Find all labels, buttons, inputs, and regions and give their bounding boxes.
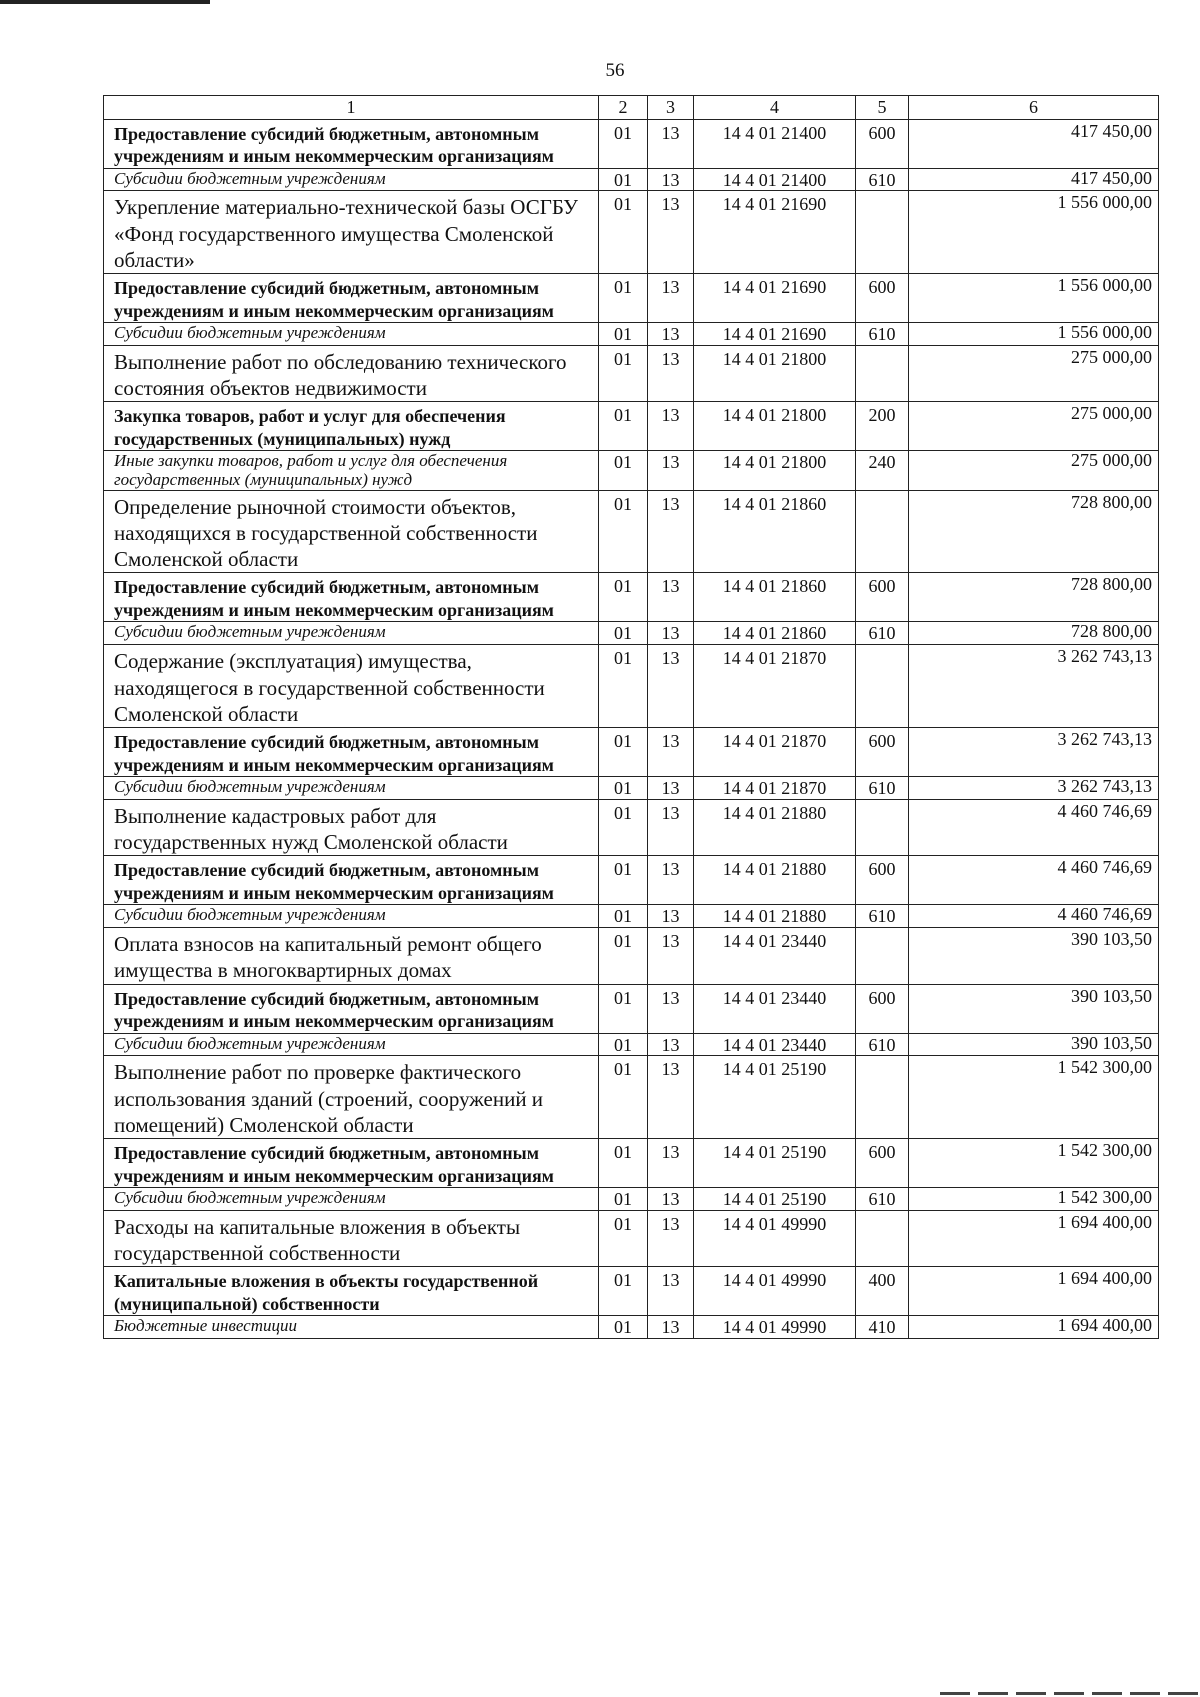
row-subsection: 13 bbox=[648, 1033, 694, 1056]
row-amount: 1 694 400,00 bbox=[909, 1210, 1159, 1267]
row-section: 01 bbox=[599, 856, 648, 905]
row-section: 01 bbox=[599, 323, 648, 346]
row-subsection: 13 bbox=[648, 1210, 694, 1267]
table-row bbox=[104, 928, 1159, 985]
row-target-code: 14 4 01 21860 bbox=[694, 622, 856, 645]
row-subsection: 13 bbox=[648, 856, 694, 905]
row-amount: 728 800,00 bbox=[909, 622, 1159, 645]
row-amount: 275 000,00 bbox=[909, 451, 1159, 490]
table-row bbox=[104, 490, 1159, 573]
row-name: Предоставление субсидий бюджетным, автономным учреждениям и иным некоммерческим организациям bbox=[104, 274, 599, 323]
scan-edge-mark bbox=[0, 0, 210, 4]
row-amount: 1 542 300,00 bbox=[909, 1139, 1159, 1188]
row-expense-type: 600 bbox=[856, 1139, 909, 1188]
row-section: 01 bbox=[599, 490, 648, 573]
row-amount: 728 800,00 bbox=[909, 490, 1159, 573]
row-expense-type: 410 bbox=[856, 1316, 909, 1339]
header-col-subsection: 3 bbox=[648, 96, 694, 120]
row-expense-type: 610 bbox=[856, 622, 909, 645]
table-row bbox=[104, 1033, 1159, 1056]
table-body bbox=[104, 119, 1159, 1339]
row-target-code: 14 4 01 23440 bbox=[694, 984, 856, 1033]
row-section: 01 bbox=[599, 402, 648, 451]
row-expense-type bbox=[856, 799, 909, 856]
row-name: Закупка товаров, работ и услуг для обеспечения государственных (муниципальных) нужд bbox=[104, 402, 599, 451]
row-name: Субсидии бюджетным учреждениям bbox=[104, 1033, 599, 1056]
table-row bbox=[104, 168, 1159, 191]
row-section: 01 bbox=[599, 119, 648, 168]
row-name: Субсидии бюджетным учреждениям bbox=[104, 323, 599, 346]
row-amount: 275 000,00 bbox=[909, 345, 1159, 402]
row-name: Предоставление субсидий бюджетным, автономным учреждениям и иным некоммерческим организациям bbox=[104, 984, 599, 1033]
row-section: 01 bbox=[599, 191, 648, 274]
row-target-code: 14 4 01 25190 bbox=[694, 1056, 856, 1139]
row-name: Предоставление субсидий бюджетным, автономным учреждениям и иным некоммерческим организациям bbox=[104, 856, 599, 905]
row-expense-type: 600 bbox=[856, 274, 909, 323]
row-expense-type: 610 bbox=[856, 1033, 909, 1056]
row-amount: 275 000,00 bbox=[909, 402, 1159, 451]
row-target-code: 14 4 01 21870 bbox=[694, 777, 856, 800]
row-subsection: 13 bbox=[648, 168, 694, 191]
row-name: Предоставление субсидий бюджетным, автономным учреждениям и иным некоммерческим организациям bbox=[104, 1139, 599, 1188]
row-expense-type: 610 bbox=[856, 323, 909, 346]
table-row bbox=[104, 191, 1159, 274]
row-expense-type bbox=[856, 1210, 909, 1267]
row-subsection: 13 bbox=[648, 799, 694, 856]
row-name: Субсидии бюджетным учреждениям bbox=[104, 905, 599, 928]
table-row bbox=[104, 777, 1159, 800]
table-row bbox=[104, 451, 1159, 490]
header-col-target-code: 4 bbox=[694, 96, 856, 120]
row-subsection: 13 bbox=[648, 984, 694, 1033]
header-col-name: 1 bbox=[104, 96, 599, 120]
row-amount: 390 103,50 bbox=[909, 1033, 1159, 1056]
row-name: Предоставление субсидий бюджетным, автономным учреждениям и иным некоммерческим организациям bbox=[104, 119, 599, 168]
row-section: 01 bbox=[599, 928, 648, 985]
table-row bbox=[104, 573, 1159, 622]
row-section: 01 bbox=[599, 1267, 648, 1316]
row-expense-type: 610 bbox=[856, 777, 909, 800]
row-name: Расходы на капитальные вложения в объекты государственной собственности bbox=[104, 1210, 599, 1267]
row-name: Иные закупки товаров, работ и услуг для обеспечения государственных (муниципальных) нужд bbox=[104, 451, 599, 490]
row-name: Субсидии бюджетным учреждениям bbox=[104, 622, 599, 645]
row-section: 01 bbox=[599, 728, 648, 777]
row-target-code: 14 4 01 25190 bbox=[694, 1139, 856, 1188]
header-col-amount: 6 bbox=[909, 96, 1159, 120]
row-subsection: 13 bbox=[648, 119, 694, 168]
row-name: Субсидии бюджетным учреждениям bbox=[104, 777, 599, 800]
row-expense-type bbox=[856, 345, 909, 402]
row-target-code: 14 4 01 21880 bbox=[694, 799, 856, 856]
row-expense-type: 400 bbox=[856, 1267, 909, 1316]
table-row bbox=[104, 1139, 1159, 1188]
row-subsection: 13 bbox=[648, 1267, 694, 1316]
row-section: 01 bbox=[599, 622, 648, 645]
row-target-code: 14 4 01 21860 bbox=[694, 490, 856, 573]
row-amount: 1 694 400,00 bbox=[909, 1267, 1159, 1316]
table-row bbox=[104, 323, 1159, 346]
row-section: 01 bbox=[599, 1139, 648, 1188]
row-amount: 4 460 746,69 bbox=[909, 856, 1159, 905]
row-target-code: 14 4 01 21400 bbox=[694, 119, 856, 168]
row-subsection: 13 bbox=[648, 191, 694, 274]
row-section: 01 bbox=[599, 799, 648, 856]
table-row bbox=[104, 799, 1159, 856]
row-target-code: 14 4 01 49990 bbox=[694, 1316, 856, 1339]
row-name: Капитальные вложения в объекты государственной (муниципальной) собственности bbox=[104, 1267, 599, 1316]
table-row bbox=[104, 1056, 1159, 1139]
row-subsection: 13 bbox=[648, 1316, 694, 1339]
row-expense-type bbox=[856, 645, 909, 728]
header-col-section: 2 bbox=[599, 96, 648, 120]
row-target-code: 14 4 01 25190 bbox=[694, 1188, 856, 1211]
row-amount: 1 556 000,00 bbox=[909, 191, 1159, 274]
header-col-expense-type: 5 bbox=[856, 96, 909, 120]
row-target-code: 14 4 01 21880 bbox=[694, 905, 856, 928]
row-amount: 1 542 300,00 bbox=[909, 1188, 1159, 1211]
row-expense-type: 610 bbox=[856, 1188, 909, 1211]
row-section: 01 bbox=[599, 168, 648, 191]
row-subsection: 13 bbox=[648, 645, 694, 728]
row-subsection: 13 bbox=[648, 573, 694, 622]
budget-table bbox=[103, 95, 1159, 1339]
table-row bbox=[104, 645, 1159, 728]
table-row bbox=[104, 274, 1159, 323]
row-target-code: 14 4 01 21690 bbox=[694, 323, 856, 346]
row-target-code: 14 4 01 21800 bbox=[694, 451, 856, 490]
row-amount: 1 556 000,00 bbox=[909, 274, 1159, 323]
row-subsection: 13 bbox=[648, 728, 694, 777]
row-amount: 390 103,50 bbox=[909, 984, 1159, 1033]
row-amount: 417 450,00 bbox=[909, 119, 1159, 168]
row-section: 01 bbox=[599, 1056, 648, 1139]
row-section: 01 bbox=[599, 345, 648, 402]
row-expense-type: 600 bbox=[856, 119, 909, 168]
row-target-code: 14 4 01 49990 bbox=[694, 1210, 856, 1267]
row-name: Субсидии бюджетным учреждениям bbox=[104, 168, 599, 191]
row-subsection: 13 bbox=[648, 402, 694, 451]
row-section: 01 bbox=[599, 1033, 648, 1056]
row-section: 01 bbox=[599, 777, 648, 800]
row-expense-type: 600 bbox=[856, 573, 909, 622]
row-subsection: 13 bbox=[648, 345, 694, 402]
row-target-code: 14 4 01 49990 bbox=[694, 1267, 856, 1316]
row-name: Субсидии бюджетным учреждениям bbox=[104, 1188, 599, 1211]
row-expense-type: 600 bbox=[856, 728, 909, 777]
table-row bbox=[104, 622, 1159, 645]
row-target-code: 14 4 01 21400 bbox=[694, 168, 856, 191]
table-row bbox=[104, 856, 1159, 905]
row-amount: 4 460 746,69 bbox=[909, 799, 1159, 856]
row-amount: 728 800,00 bbox=[909, 573, 1159, 622]
row-name: Выполнение работ по обследованию технического состояния объектов недвижимости bbox=[104, 345, 599, 402]
row-expense-type bbox=[856, 191, 909, 274]
table-row bbox=[104, 905, 1159, 928]
row-expense-type bbox=[856, 490, 909, 573]
row-target-code: 14 4 01 21690 bbox=[694, 274, 856, 323]
row-expense-type: 600 bbox=[856, 856, 909, 905]
row-amount: 1 694 400,00 bbox=[909, 1316, 1159, 1339]
row-amount: 3 262 743,13 bbox=[909, 777, 1159, 800]
row-subsection: 13 bbox=[648, 622, 694, 645]
row-name: Предоставление субсидий бюджетным, автономным учреждениям и иным некоммерческим организациям bbox=[104, 573, 599, 622]
row-amount: 1 556 000,00 bbox=[909, 323, 1159, 346]
row-section: 01 bbox=[599, 573, 648, 622]
row-name: Укрепление материально-технической базы ОСГБУ «Фонд государственного имущества Смоленской области» bbox=[104, 191, 599, 274]
row-target-code: 14 4 01 21860 bbox=[694, 573, 856, 622]
row-name: Предоставление субсидий бюджетным, автономным учреждениям и иным некоммерческим организациям bbox=[104, 728, 599, 777]
table-row bbox=[104, 1188, 1159, 1211]
row-name: Выполнение работ по проверке фактического использования зданий (строений, сооружений и помещений) Смоленской области bbox=[104, 1056, 599, 1139]
row-name: Оплата взносов на капитальный ремонт общего имущества в многоквартирных домах bbox=[104, 928, 599, 985]
row-expense-type: 600 bbox=[856, 984, 909, 1033]
row-subsection: 13 bbox=[648, 274, 694, 323]
table-row bbox=[104, 402, 1159, 451]
row-section: 01 bbox=[599, 984, 648, 1033]
row-subsection: 13 bbox=[648, 451, 694, 490]
row-target-code: 14 4 01 21870 bbox=[694, 728, 856, 777]
row-target-code: 14 4 01 21800 bbox=[694, 402, 856, 451]
row-name: Содержание (эксплуатация) имущества, находящегося в государственной собственности Смоленской области bbox=[104, 645, 599, 728]
row-subsection: 13 bbox=[648, 905, 694, 928]
scan-edge-mark-bottom bbox=[940, 1692, 1200, 1695]
row-section: 01 bbox=[599, 1210, 648, 1267]
table-row bbox=[104, 1267, 1159, 1316]
row-expense-type bbox=[856, 928, 909, 985]
row-section: 01 bbox=[599, 451, 648, 490]
table-row bbox=[104, 984, 1159, 1033]
row-subsection: 13 bbox=[648, 1188, 694, 1211]
row-expense-type: 240 bbox=[856, 451, 909, 490]
row-expense-type: 200 bbox=[856, 402, 909, 451]
header-row bbox=[104, 96, 1159, 120]
row-amount: 4 460 746,69 bbox=[909, 905, 1159, 928]
table-row bbox=[104, 345, 1159, 402]
row-amount: 417 450,00 bbox=[909, 168, 1159, 191]
row-amount: 1 542 300,00 bbox=[909, 1056, 1159, 1139]
row-section: 01 bbox=[599, 645, 648, 728]
row-amount: 3 262 743,13 bbox=[909, 645, 1159, 728]
row-target-code: 14 4 01 21870 bbox=[694, 645, 856, 728]
row-expense-type bbox=[856, 1056, 909, 1139]
table-row bbox=[104, 1316, 1159, 1339]
row-subsection: 13 bbox=[648, 1056, 694, 1139]
row-name: Бюджетные инвестиции bbox=[104, 1316, 599, 1339]
table-row bbox=[104, 728, 1159, 777]
row-target-code: 14 4 01 21880 bbox=[694, 856, 856, 905]
row-section: 01 bbox=[599, 274, 648, 323]
row-target-code: 14 4 01 23440 bbox=[694, 1033, 856, 1056]
table-header bbox=[104, 96, 1159, 120]
table-row bbox=[104, 119, 1159, 168]
row-section: 01 bbox=[599, 905, 648, 928]
row-target-code: 14 4 01 21690 bbox=[694, 191, 856, 274]
row-target-code: 14 4 01 23440 bbox=[694, 928, 856, 985]
row-expense-type: 610 bbox=[856, 905, 909, 928]
row-subsection: 13 bbox=[648, 1139, 694, 1188]
row-name: Выполнение кадастровых работ для государственных нужд Смоленской области bbox=[104, 799, 599, 856]
row-subsection: 13 bbox=[648, 777, 694, 800]
page-number: 56 bbox=[605, 60, 625, 81]
row-subsection: 13 bbox=[648, 490, 694, 573]
row-name: Определение рыночной стоимости объектов, находящихся в государственной собственности Смоленской области bbox=[104, 490, 599, 573]
row-amount: 390 103,50 bbox=[909, 928, 1159, 985]
table-row bbox=[104, 1210, 1159, 1267]
row-subsection: 13 bbox=[648, 928, 694, 985]
row-subsection: 13 bbox=[648, 323, 694, 346]
row-section: 01 bbox=[599, 1316, 648, 1339]
row-target-code: 14 4 01 21800 bbox=[694, 345, 856, 402]
row-section: 01 bbox=[599, 1188, 648, 1211]
row-expense-type: 610 bbox=[856, 168, 909, 191]
row-amount: 3 262 743,13 bbox=[909, 728, 1159, 777]
